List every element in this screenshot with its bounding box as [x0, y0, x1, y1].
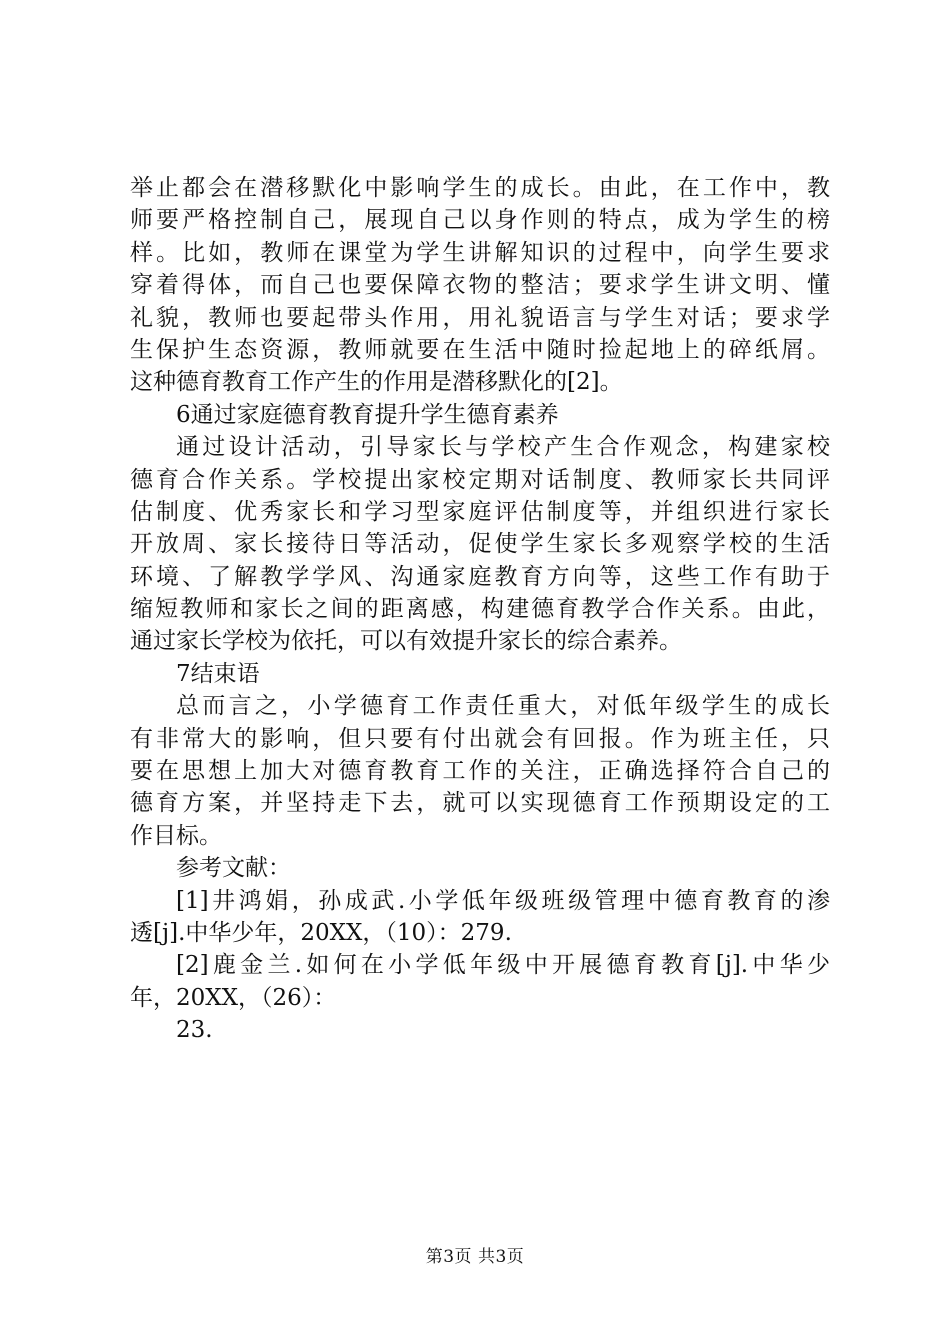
text-line: 穿着得体，而自己也要保障衣物的整洁；要求学生讲文明、懂 [130, 272, 830, 299]
section-heading-6: 6通过家庭德育教育提升学生德育素养 [176, 401, 559, 428]
reference-1-line: 透[j].中华少年，20XX，（10）：279. [130, 919, 512, 946]
text-line: 这种德育教育工作产生的作用是潜移默化的[2]。 [130, 369, 623, 396]
text-line: 开放周、家长接待日等活动，促使学生家长多观察学校的生活 [130, 531, 830, 558]
text-line: 德育合作关系。学校提出家校定期对话制度、教师家长共同评 [130, 466, 830, 493]
text-line: 师要严格控制自己，展现自己以身作则的特点，成为学生的榜 [130, 207, 830, 234]
references-heading: 参考文献： [176, 855, 291, 882]
text-line: 通过家长学校为依托，可以有效提升家长的综合素养。 [130, 628, 682, 655]
text-line: 礼貌，教师也要起带头作用，用礼貌语言与学生对话；要求学 [130, 304, 830, 331]
text-line: 估制度、优秀家长和学习型家庭评估制度等，并组织进行家长 [130, 498, 830, 525]
text-line: 有非常大的影响，但只要有付出就会有回报。作为班主任，只 [130, 725, 830, 752]
section-heading-7: 7结束语 [176, 660, 260, 687]
text-line: 要在思想上加大对德育教育工作的关注，正确选择符合自己的 [130, 758, 830, 785]
paragraph-first-line: 总而言之，小学德育工作责任重大，对低年级学生的成长 [176, 693, 830, 720]
page-number-footer: 第3页 共3页 [425, 1247, 525, 1267]
text-line: 作目标。 [130, 822, 222, 849]
reference-2-line: 23. [176, 1017, 213, 1044]
reference-2-line: 年，20XX，（26）： [130, 984, 337, 1011]
text-line: 举止都会在潜移默化中影响学生的成长。由此，在工作中，教 [130, 175, 830, 201]
paragraph-first-line: 通过设计活动，引导家长与学校产生合作观念，构建家校 [176, 434, 830, 461]
text-line: 德育方案，并坚持走下去，就可以实现德育工作预期设定的工 [130, 790, 830, 817]
body-text [130, 172, 830, 1047]
text-line: 生保护生态资源，教师就要在生活中随时捡起地上的碎纸屑。 [130, 336, 830, 363]
text-line: 环境、了解教学学风、沟通家庭教育方向等，这些工作有助于 [130, 563, 830, 590]
text-line: 缩短教师和家长之间的距离感，构建德育教学合作关系。由此， [130, 596, 830, 623]
reference-1-line: [1]井鸿娟，孙成武.小学低年级班级管理中德育教育的渗 [176, 887, 830, 914]
reference-2-line: [2]鹿金兰.如何在小学低年级中开展德育教育[j].中华少 [176, 952, 830, 979]
text-line: 样。比如，教师在课堂为学生讲解知识的过程中，向学生要求 [130, 239, 830, 266]
